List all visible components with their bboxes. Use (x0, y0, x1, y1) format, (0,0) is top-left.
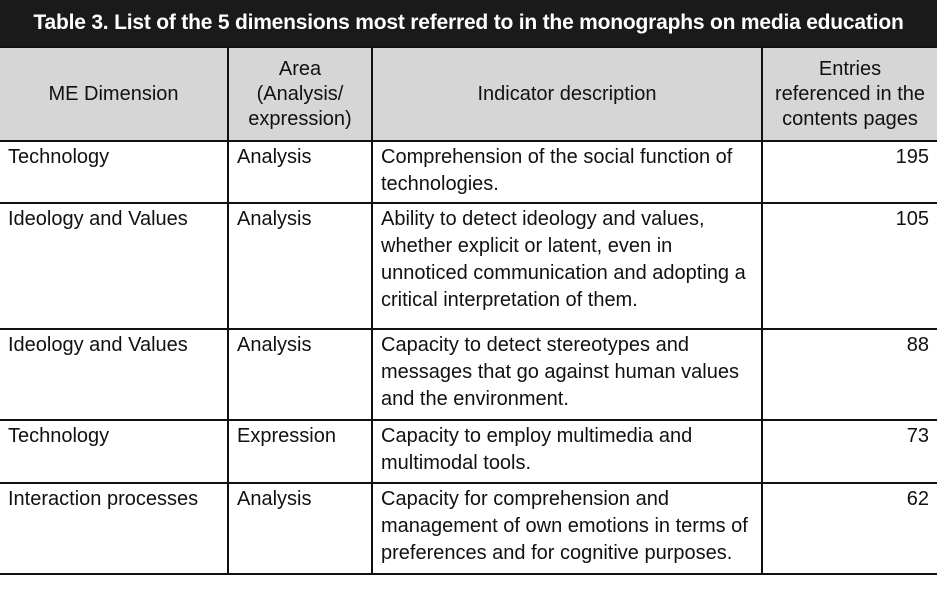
dimensions-table (0, 46, 937, 575)
cell-description: Capacity for comprehension and management of own emotions in terms of preferences and for cognitive purposes. (372, 483, 762, 574)
cell-dimension: Technology (0, 141, 228, 203)
cell-entries: 62 (762, 483, 937, 574)
table-row (0, 141, 937, 203)
cell-entries: 73 (762, 420, 937, 483)
table-row (0, 203, 937, 329)
cell-dimension: Ideology and Values (0, 329, 228, 420)
table-row (0, 420, 937, 483)
header-indicator-description: Indicator description (372, 47, 762, 141)
table-row (0, 483, 937, 574)
header-me-dimension: ME Dimension (0, 47, 228, 141)
header-entries-referenced: Entries referenced in the contents pages (762, 47, 937, 141)
cell-area: Analysis (228, 483, 372, 574)
cell-description: Ability to detect ideology and values, whether explicit or latent, even in unnoticed communication and adopting a critical interpretation of them. (372, 203, 762, 329)
cell-dimension: Ideology and Values (0, 203, 228, 329)
cell-description: Capacity to detect stereotypes and messages that go against human values and the environment. (372, 329, 762, 420)
cell-description: Comprehension of the social function of technologies. (372, 141, 762, 203)
cell-area: Analysis (228, 203, 372, 329)
header-area: Area (Analysis/ expression) (228, 47, 372, 141)
cell-entries: 88 (762, 329, 937, 420)
cell-entries: 105 (762, 203, 937, 329)
cell-area: Analysis (228, 329, 372, 420)
cell-area: Expression (228, 420, 372, 483)
cell-dimension: Technology (0, 420, 228, 483)
cell-dimension: Interaction processes (0, 483, 228, 574)
table-title: Table 3. List of the 5 dimensions most referred to in the monographs on media education (0, 0, 937, 46)
cell-area: Analysis (228, 141, 372, 203)
cell-description: Capacity to employ multimedia and multimodal tools. (372, 420, 762, 483)
header-row (0, 47, 937, 141)
table-row (0, 329, 937, 420)
cell-entries: 195 (762, 141, 937, 203)
